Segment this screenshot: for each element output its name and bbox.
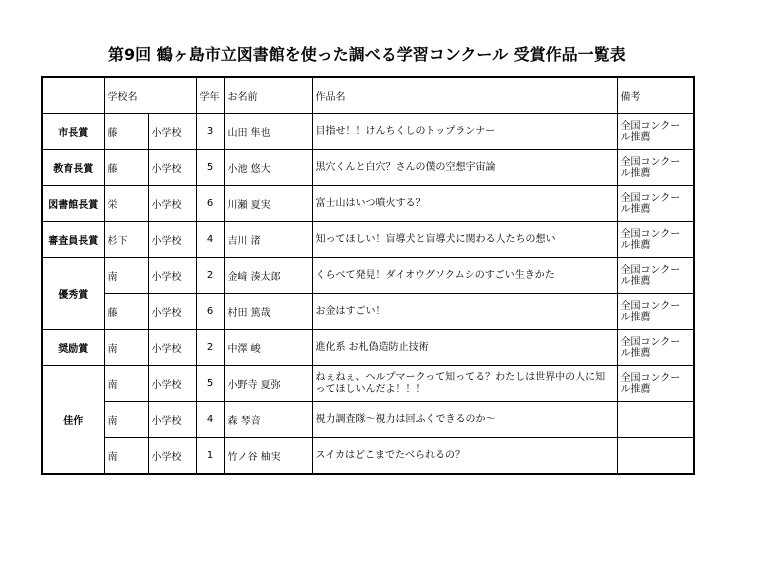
work-title-cell: 富士山はいつ噴火する？ <box>312 186 617 222</box>
school-name-cell: 南 <box>104 258 148 294</box>
work-title-cell: 知ってほしい！盲導犬と盲導犬に関わる人たちの想い <box>312 222 617 258</box>
student-name-cell: 小池 悠大 <box>224 150 312 186</box>
work-title-cell: ねぇねぇ、ヘルプマークって知ってる？わたしは世界中の人に知ってほしいんだよ！！！ <box>312 366 617 402</box>
table-row <box>42 258 694 294</box>
school-name-cell: 南 <box>104 366 148 402</box>
work-title-cell: 黒穴くんと白穴？さんの僕の空想宇宙論 <box>312 150 617 186</box>
grade-cell: 1 <box>196 438 224 475</box>
table-row <box>42 150 694 186</box>
school-name-cell: 杉下 <box>104 222 148 258</box>
grade-cell: 6 <box>196 186 224 222</box>
work-title-cell: 視力調査隊～視力は回ふくできるのか～ <box>312 402 617 438</box>
note-cell: 全国コンクール推薦 <box>617 294 694 330</box>
table-row <box>42 186 694 222</box>
student-name-cell: 村田 篤哉 <box>224 294 312 330</box>
school-name-cell: 藤 <box>104 294 148 330</box>
school-name-cell: 藤 <box>104 150 148 186</box>
note-cell: 全国コンクール推薦 <box>617 150 694 186</box>
school-name-cell: 藤 <box>104 114 148 150</box>
grade-cell: 6 <box>196 294 224 330</box>
note-cell: 全国コンクール推薦 <box>617 186 694 222</box>
award-cell: 図書館長賞 <box>42 186 104 222</box>
award-cell: 市長賞 <box>42 114 104 150</box>
table-row <box>42 366 694 402</box>
school-type-cell: 小学校 <box>148 438 196 475</box>
student-name-cell: 川瀬 夏実 <box>224 186 312 222</box>
school-name-cell: 南 <box>104 402 148 438</box>
student-name-cell: 吉川 渚 <box>224 222 312 258</box>
grade-cell: 2 <box>196 330 224 366</box>
table-row <box>42 438 694 475</box>
page-title: 第9回 鶴ヶ島市立図書館を使った調べる学習コンクール 受賞作品一覧表 <box>108 45 626 64</box>
work-title-cell: スイカはどこまでたべられるの？ <box>312 438 617 475</box>
school-type-cell: 小学校 <box>148 114 196 150</box>
grade-cell: 4 <box>196 402 224 438</box>
school-name-cell: 南 <box>104 330 148 366</box>
school-type-cell: 小学校 <box>148 330 196 366</box>
note-cell: 全国コンクール推薦 <box>617 222 694 258</box>
school-type-cell: 小学校 <box>148 402 196 438</box>
table-header-row <box>42 77 694 114</box>
header-grade: 学年 <box>196 77 224 114</box>
table-row <box>42 402 694 438</box>
note-cell <box>617 402 694 438</box>
school-name-cell: 栄 <box>104 186 148 222</box>
student-name-cell: 金﨑 湊太郎 <box>224 258 312 294</box>
award-cell: 教育長賞 <box>42 150 104 186</box>
work-title-cell: 目指せ！！けんちくしのトップランナー <box>312 114 617 150</box>
note-cell <box>617 438 694 475</box>
grade-cell: 4 <box>196 222 224 258</box>
note-cell: 全国コンクール推薦 <box>617 366 694 402</box>
header-award <box>42 77 104 114</box>
grade-cell: 5 <box>196 366 224 402</box>
school-type-cell: 小学校 <box>148 294 196 330</box>
header-note: 備考 <box>617 77 694 114</box>
header-work: 作品名 <box>312 77 617 114</box>
award-cell: 佳作 <box>42 366 104 475</box>
student-name-cell: 山田 隼也 <box>224 114 312 150</box>
work-title-cell: お金はすごい！ <box>312 294 617 330</box>
school-type-cell: 小学校 <box>148 186 196 222</box>
school-type-cell: 小学校 <box>148 222 196 258</box>
student-name-cell: 竹ノ谷 柚実 <box>224 438 312 475</box>
table-row <box>42 330 694 366</box>
school-type-cell: 小学校 <box>148 150 196 186</box>
award-cell: 優秀賞 <box>42 258 104 330</box>
grade-cell: 3 <box>196 114 224 150</box>
header-school: 学校名 <box>104 77 196 114</box>
grade-cell: 2 <box>196 258 224 294</box>
student-name-cell: 森 琴音 <box>224 402 312 438</box>
student-name-cell: 中澤 峻 <box>224 330 312 366</box>
award-table <box>41 76 695 475</box>
award-cell: 審査員長賞 <box>42 222 104 258</box>
note-cell: 全国コンクール推薦 <box>617 114 694 150</box>
award-cell: 奨励賞 <box>42 330 104 366</box>
school-type-cell: 小学校 <box>148 366 196 402</box>
header-name: お名前 <box>224 77 312 114</box>
grade-cell: 5 <box>196 150 224 186</box>
table-row <box>42 114 694 150</box>
table-row <box>42 294 694 330</box>
table-row <box>42 222 694 258</box>
work-title-cell: くらべて発見！ダイオウグソクムシのすごい生きかた <box>312 258 617 294</box>
school-name-cell: 南 <box>104 438 148 475</box>
note-cell: 全国コンクール推薦 <box>617 330 694 366</box>
student-name-cell: 小野寺 夏弥 <box>224 366 312 402</box>
work-title-cell: 進化系 お札偽造防止技術 <box>312 330 617 366</box>
school-type-cell: 小学校 <box>148 258 196 294</box>
note-cell: 全国コンクール推薦 <box>617 258 694 294</box>
